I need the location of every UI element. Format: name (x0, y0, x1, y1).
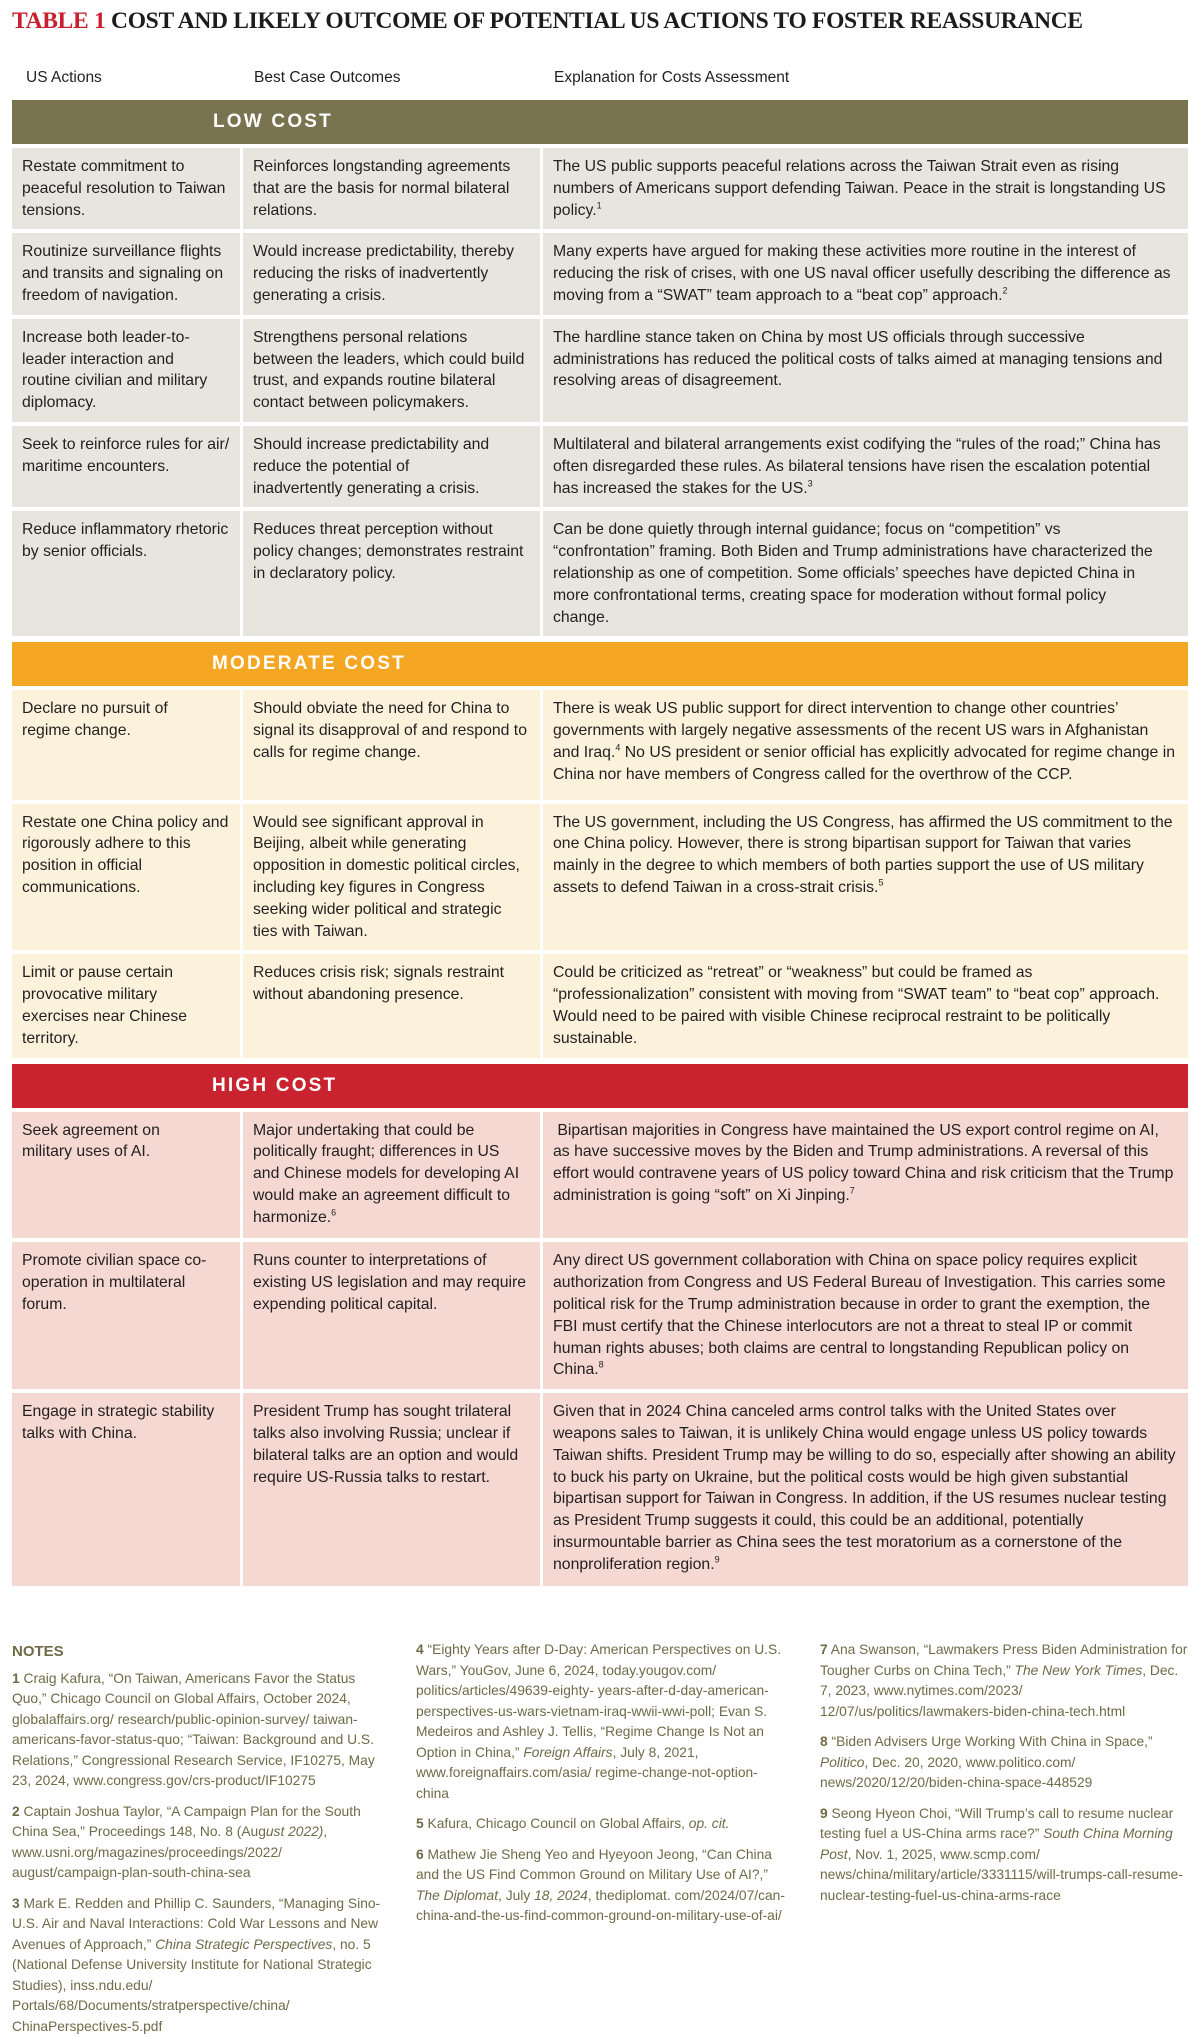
note-number: 3 (12, 1895, 20, 1911)
explanation-cell (543, 148, 1188, 229)
explanation-cell (543, 690, 1188, 799)
note-italic: ust 2022) (265, 1824, 324, 1839)
explanation-text: The US government, including the US Congress, has affirmed the US commitment to the one China policy. However, there is strong bipartisan support for Taiwan that varies mainly in the degree to which members of both parties support the use of US military assets to defend Taiwan in a cross-strait crisis. (553, 813, 1173, 896)
note-italic: The Diplomat (416, 1887, 499, 1903)
explanation-cell (543, 426, 1188, 507)
table-row (12, 1242, 1188, 1389)
note-italic: 18, 2024 (534, 1887, 588, 1903)
note-text: “Biden Advisers Urge Working With China in Space,” (831, 1734, 1153, 1749)
note-text: “Eighty Years after D-Day: American Perspectives on U.S. Wars,” YouGov, June 6, 2024, today.yougov.com/ politics/articles/49639-eighty- years-after-d-day-american-perspectives-us-wars-vietnam-iraq-wwii-wwi-poll; Evan S. Medeiros and Ashley J. Tellis, “Regime Change Is Not an Option in China,” (416, 1642, 782, 1760)
footnote-ref: 2 (1002, 285, 1008, 296)
note-item (12, 1894, 382, 2034)
note-number: 8 (820, 1734, 828, 1749)
outcome-cell: Should obviate the need for China to signal its disapproval of and respond to calls for regime change. (243, 690, 540, 799)
explanation-cell (543, 233, 1188, 314)
explanation-cell (543, 804, 1188, 951)
note-italic: China Strategic Perspectives (155, 1936, 333, 1952)
explanation-text: Any direct US government collaboration with China on space policy requires explicit authorization from Congress and US Federal Bureau of Investigation. This carries some political risk for the Trump administration because in order to grant the exemption, the FBI must certify that the Chinese interlocutors are not a threat to steal IP or commit human rights abuses; both claims are central to longstanding Republican policy on China. (553, 1252, 1166, 1379)
note-number: 5 (416, 1816, 424, 1831)
outcome-cell: Would see significant approval in Beijing, albeit while generating opposition in domestic political circles, including key figures in Congress seeking wider political and strategic ties with Taiwan. (243, 804, 540, 951)
note-text: , Nov. 1, 2025, www.scmp.com/ news/china/military/article/3331115/will-trumps-call-resume-nuclear-testing-fuel-us-china-arms-race (820, 1846, 1183, 1903)
outcome-cell: Reinforces longstanding agreements that are the basis for normal bilateral relations. (243, 148, 540, 229)
outcome-cell (243, 1112, 540, 1239)
note-number: 2 (12, 1803, 20, 1819)
note-text: , Dec. 7, 2023, www.nytimes.com/2023/ 12/07/us/politics/lawmakers-biden-china-tech.html (820, 1662, 1179, 1719)
note-item (12, 1669, 382, 1792)
explanation-cell: Can be done quietly through internal guidance; focus on “competition” vs “confrontation” framing. Both Biden and Trump administrations have characterized the relationship as one of competition. Some officials’ speeches have depicted China in more confrontational terms, creating space for moderation without formal policy change. (543, 511, 1188, 636)
explanation-text: Multilateral and bilateral arrangements exist codifying the “rules of the road;” China has often disregarded these rules. As bilateral tensions have risen the escalation potential has increased the stakes for the US. (553, 435, 1161, 497)
table-row (12, 148, 1188, 229)
table-row (12, 511, 1188, 636)
action-cell: Declare no pursuit of regime change. (12, 690, 240, 799)
explanation-text: There is weak US public support for direct intervention to change other countries’ governments with largely negative assessments of the recent US wars in Afghanistan and Iraq. (553, 700, 1149, 761)
table-row (12, 690, 1188, 799)
explanation-cell (543, 1112, 1188, 1239)
note-text: , no. 5 (National Defense University Institute for National Strategic Studies), inss.ndu.edu/ Portals/68/Documents/stratperspective/china/ ChinaPerspectives-5.pdf (12, 1936, 372, 2034)
notes-column-3 (820, 1640, 1190, 1916)
note-item (12, 1802, 382, 1884)
note-text: , thediplomat. com/2024/07/can-china-and-the-us-find-common-ground-on-military-use-of-ai/ (416, 1887, 785, 1923)
footnote-ref: 9 (714, 1554, 720, 1565)
action-cell: Engage in strategic stability talks with China. (12, 1393, 240, 1585)
section-label: MODERATE COST (212, 653, 406, 675)
section-band-moderate-cost (12, 642, 1188, 686)
note-item (820, 1640, 1190, 1722)
action-cell: Restate commitment to peaceful resolution to Taiwan tensions. (12, 148, 240, 229)
note-text: , July (498, 1887, 535, 1903)
action-cell: Seek agreement on military uses of AI. (12, 1112, 240, 1239)
table-row (12, 426, 1188, 507)
footnote-ref: 3 (807, 478, 813, 489)
outcome-text: Major undertaking that could be politically fraught; differences in US and Chinese models for developing AI would make an agreement difficult to harmonize. (253, 1121, 520, 1226)
footnote-ref: 1 (596, 200, 602, 211)
action-cell: Reduce inflammatory rhetoric by senior officials. (12, 511, 240, 636)
note-item (820, 1804, 1190, 1907)
note-text: Seong Hyeon Choi, “Will Trump’s call to resume nuclear testing fuel a US-China arms race?” (820, 1805, 1174, 1841)
column-header-explanation: Explanation for Costs Assessment (554, 69, 790, 86)
note-italic: Foreign Affairs (523, 1744, 613, 1760)
note-text: Mathew Jie Sheng Yeo and Hyeyoon Jeong, “Can China and the US Find Common Ground on Military Use of AI?,” (416, 1846, 772, 1882)
table-row (12, 1393, 1188, 1585)
footnote-ref: 5 (878, 877, 884, 888)
cost-table (12, 100, 1188, 1586)
action-cell: Restate one China policy and rigorously adhere to this position in official communications. (12, 804, 240, 951)
footnote-ref: 6 (331, 1207, 337, 1218)
footnote-ref: 4 (615, 742, 621, 753)
outcome-cell: Runs counter to interpretations of existing US legislation and may require expending political capital. (243, 1242, 540, 1389)
explanation-text: Given that in 2024 China canceled arms control talks with the United States over weapons sales to Taiwan, it is unlikely China would engage unless US policy towards Taiwan shifts. President Trump may be willing to do so, especially after showing an ability to buck his party on Ukraine, but the political costs would be high given substantial bipartisan support for Taiwan in Congress. In addition, if the US resumes nuclear testing as President Trump suggests it could, this could be an additional, potentially insurmountable barrier as China sees the test moratorium as a cornerstone of the nonproliferation region. (553, 1403, 1176, 1573)
note-number: 7 (820, 1642, 828, 1657)
outcome-cell: Reduces threat perception without policy changes; demonstrates restraint in declaratory policy. (243, 511, 540, 636)
outcome-cell: Would increase predictability, thereby reducing the risks of inadvertently generating a crisis. (243, 233, 540, 314)
note-italic: The New York Times (1014, 1662, 1143, 1678)
outcome-cell: Strengthens personal relations between the leaders, which could build trust, and expands routine bilateral contact between policymakers. (243, 319, 540, 422)
explanation-cell: Could be criticized as “retreat” or “weakness” but could be framed as “professionalization” consistent with moving from “SWAT team” to “beat cop” approach. Would need to be paired with visible Chinese reciprocal restraint to be politically sustainable. (543, 954, 1188, 1057)
footnote-ref: 8 (598, 1360, 604, 1371)
note-item (416, 1814, 786, 1835)
notes-column-2 (416, 1640, 786, 1937)
explanation-text: The US public supports peaceful relations across the Taiwan Strait even as rising numbers of Americans support defending Taiwan. Peace in the strait is longstanding US policy. (553, 158, 1166, 219)
note-text: , www.usni.org/magazines/proceedings/2022/ august/campaign-plan-south-china-sea (12, 1824, 328, 1880)
note-text: Craig Kafura, “On Taiwan, Americans Favor the Status Quo,” Chicago Council on Global Affairs, October 2024, globalaffairs.org/ research/public-opinion-survey/ taiwan-americans-favor-status-quo; “Taiwan: Background and U.S. Relations,” Congressional Research Service, IF10275, May 23, 2024, www.congress.gov/crs-product/IF10275 (12, 1670, 375, 1788)
notes-heading: NOTES (12, 1643, 64, 1660)
note-text: , Dec. 20, 2020, www.politico.com/ news/2020/12/20/biden-china-space-448529 (820, 1754, 1093, 1790)
note-number: 4 (416, 1642, 424, 1657)
explanation-cell (543, 1393, 1188, 1585)
note-text: , July 8, 2021, www.foreignaffairs.com/asia/ regime-change-not-option-china (416, 1744, 758, 1801)
action-cell: Limit or pause certain provocative military exercises near Chinese territory. (12, 954, 240, 1057)
note-text: Captain Joshua Taylor, “A Campaign Plan for the South China Sea,” Proceedings 148, No. 8 (Aug (12, 1803, 361, 1839)
note-text: Kafura, Chicago Council on Global Affairs, (427, 1816, 689, 1831)
section-label: HIGH COST (212, 1074, 338, 1096)
action-cell: Increase both leader-to-leader interaction and routine civilian and military diplomacy. (12, 319, 240, 422)
note-item (416, 1640, 786, 1804)
action-cell: Routinize surveillance flights and transits and signaling on freedom of navigation. (12, 233, 240, 314)
action-cell: Promote civilian space co-operation in multilateral forum. (12, 1242, 240, 1389)
footnote-ref: 7 (849, 1185, 855, 1196)
explanation-text: No US president or senior official has explicitly advocated for regime change in China nor have members of Congress called for the overthrow of the CCP. (553, 743, 1176, 783)
explanation-text: Bipartisan majorities in Congress have maintained the US export control regime on AI, as have successive moves by the Biden and Trump administrations. A reversal of this effort would contravene years of US policy toward China and risk criticism that the Trump administration is going “soft” on Xi Jinping. (553, 1121, 1174, 1204)
table-row (12, 804, 1188, 951)
table-row (12, 954, 1188, 1057)
action-cell: Seek to reinforce rules for air/ maritime encounters. (12, 426, 240, 507)
note-text: Ana Swanson, “Lawmakers Press Biden Administration for Tougher Curbs on China Tech,” (820, 1642, 1188, 1678)
section-label: LOW COST (213, 111, 333, 132)
note-italic: South China Morning Post (820, 1826, 1173, 1862)
column-header-outcomes: Best Case Outcomes (254, 69, 401, 86)
outcome-cell: Should increase predictability and reduce the potential of inadvertently generating a crisis. (243, 426, 540, 507)
table-title-text: COST AND LIKELY OUTCOME OF POTENTIAL US ACTIONS TO FOSTER REASSURANCE (111, 8, 1083, 34)
notes-column-1 (12, 1640, 382, 2034)
table-number: TABLE 1 (12, 8, 106, 34)
table-row (12, 319, 1188, 422)
outcome-cell: President Trump has sought trilateral talks also involving Russia; unclear if bilateral talks are an option and would require US-Russia talks to restart. (243, 1393, 540, 1585)
note-italic: Politico (820, 1754, 865, 1770)
note-number: 1 (12, 1670, 20, 1686)
note-italic: op. cit. (688, 1816, 730, 1831)
note-item (416, 1845, 786, 1927)
outcome-cell: Reduces crisis risk; signals restraint without abandoning presence. (243, 954, 540, 1057)
table-title (12, 8, 1083, 35)
explanation-cell (543, 1242, 1188, 1389)
table-row (12, 1112, 1188, 1239)
note-number: 6 (416, 1846, 424, 1862)
section-band-low-cost (12, 100, 1188, 144)
explanation-text: Many experts have argued for making these activities more routine in the interest of reducing the risk of crises, with one US naval officer usefully describing the difference as moving from a “SWAT” team approach to a “beat cop” approach. (553, 243, 1171, 304)
column-header-actions: US Actions (26, 69, 102, 86)
note-text: Mark E. Redden and Phillip C. Saunders, “Managing Sino-U.S. Air and Naval Interactions: Cold War Lessons and New Avenues of Approach,” (12, 1895, 381, 1952)
explanation-cell: The hardline stance taken on China by most US officials through successive administrations has reduced the political costs of talks aimed at managing tensions and resolving areas of disagreement. (543, 319, 1188, 422)
section-band-high-cost (12, 1064, 1188, 1108)
table-row (12, 233, 1188, 314)
note-item (820, 1732, 1190, 1794)
note-number: 9 (820, 1805, 828, 1821)
